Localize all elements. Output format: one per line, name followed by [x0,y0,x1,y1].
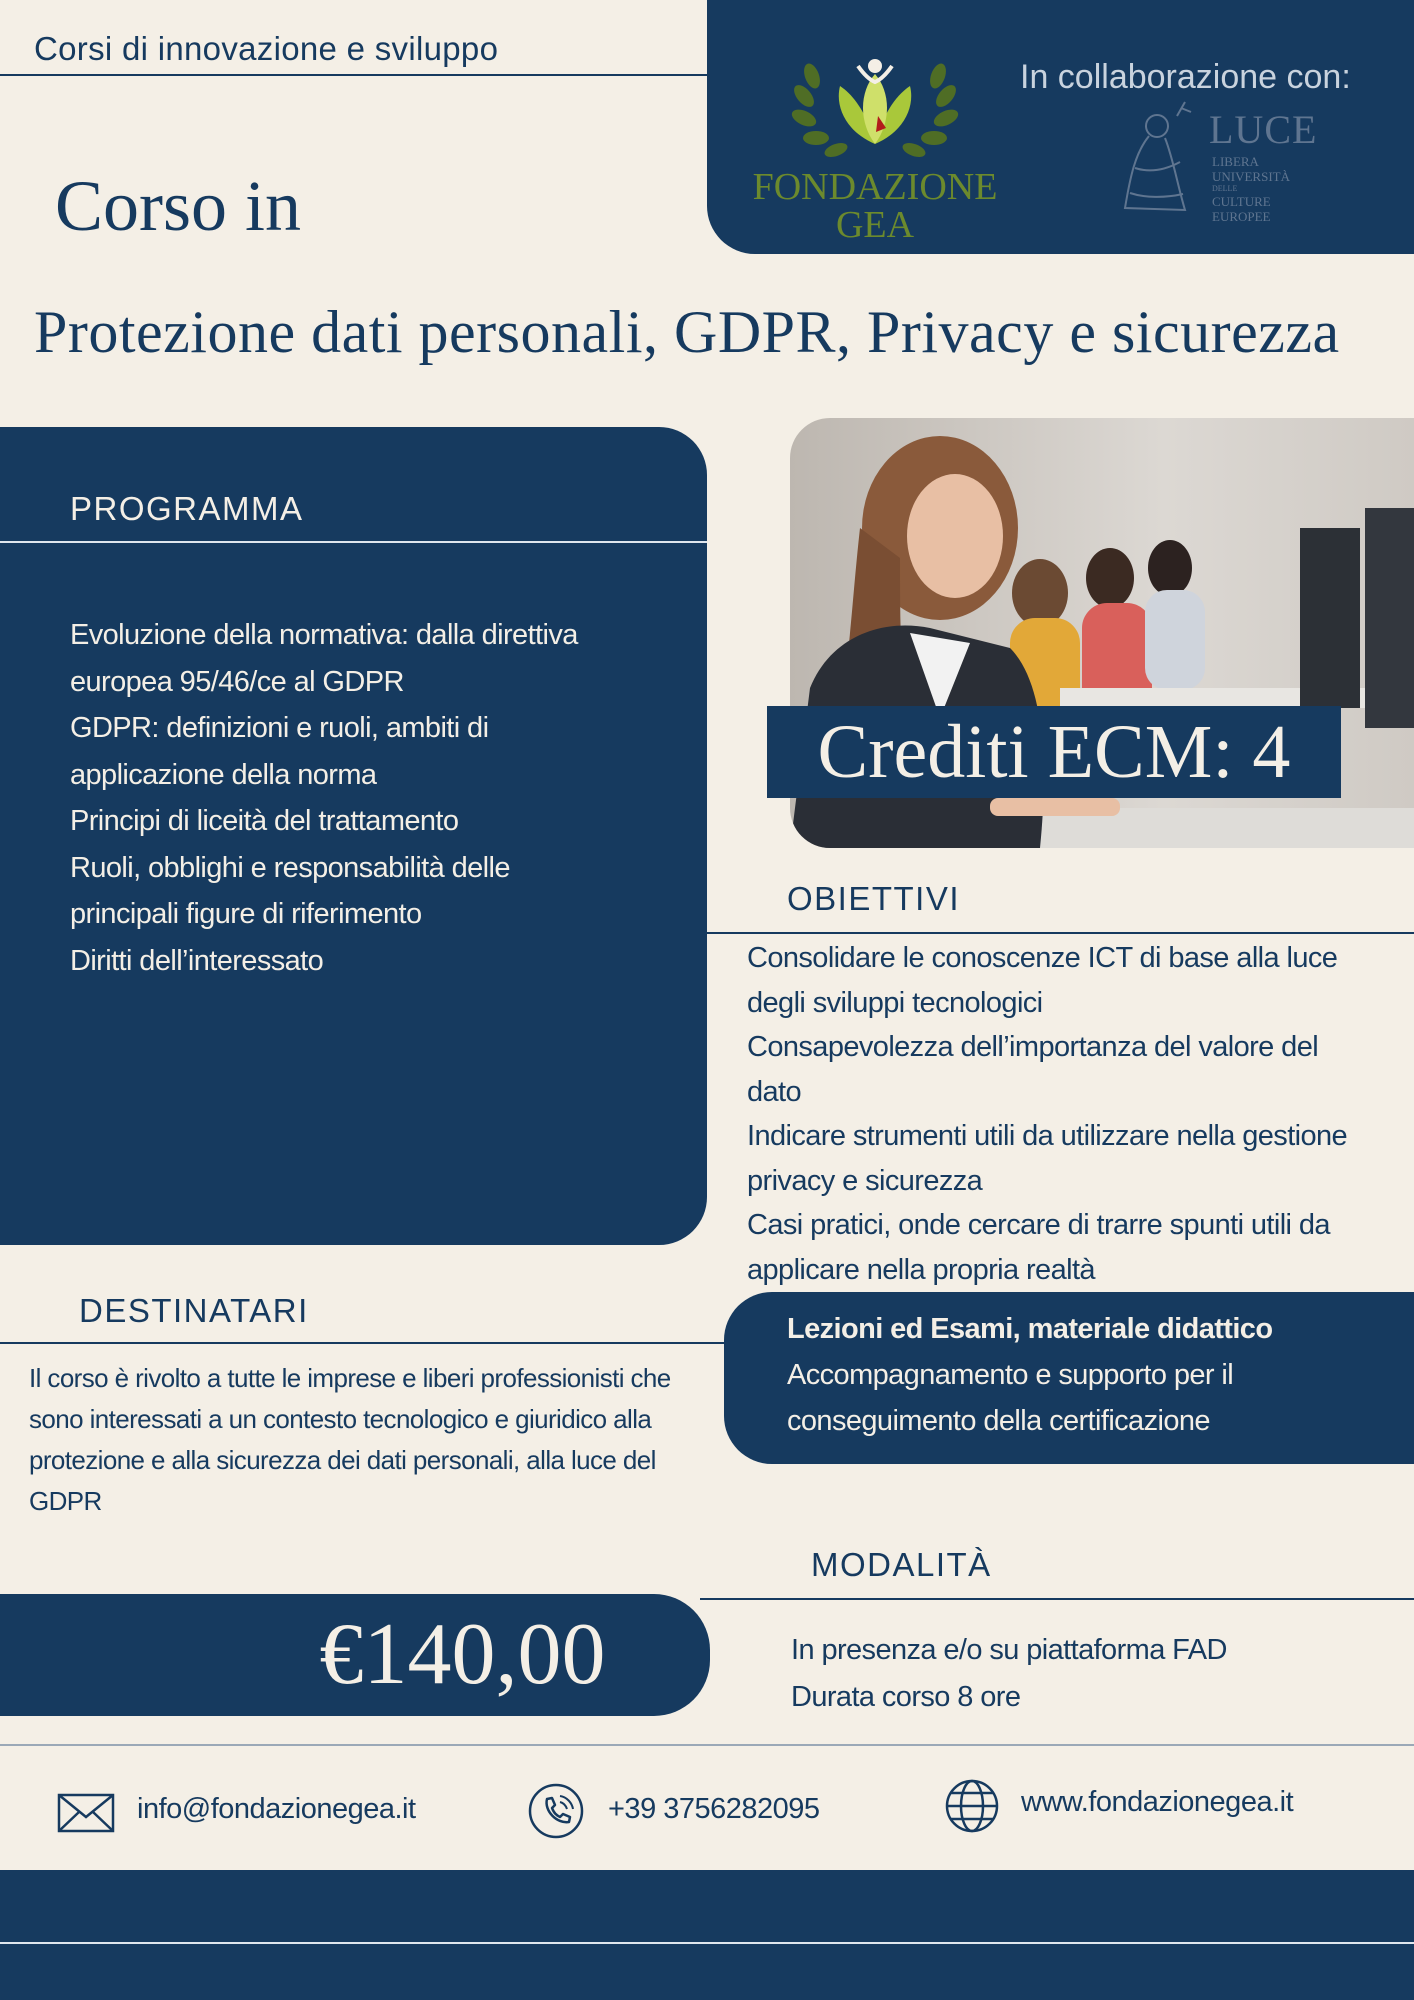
programma-line: principali figure di riferimento [70,898,422,930]
destinatari-divider [0,1342,724,1344]
gea-logo-text [740,168,1010,244]
destinatari-line: GDPR [29,1486,102,1516]
gea-logo-line1: FONDAZIONE [752,166,998,208]
obiettivi-line: Consolidare le conoscenze ICT di base alla luce [747,942,1338,974]
luce-sub-line: LIBERA [1212,154,1259,169]
modalita-text [791,1627,1227,1721]
series-label: Corsi di innovazione e sviluppo [34,30,499,67]
modalita-line: In presenza e/o su piattaforma FAD [791,1634,1227,1666]
lezioni-line: conseguimento della certificazione [787,1405,1210,1437]
programma-line: Diritti dell’interessato [70,944,324,977]
lezioni-bold-line: Lezioni ed Esami, materiale didattico [787,1313,1273,1345]
gea-logo-line2: GEA [835,204,915,246]
contacts-divider [0,1744,1414,1746]
header-divider [0,74,707,76]
obiettivi-line: Casi pratici, onde cercare di trarre spunti utili da [747,1209,1330,1241]
phone-icon [527,1782,585,1840]
footer-line [0,1942,1414,1944]
luce-figure-icon [1105,98,1205,223]
lezioni-line: Accompagnamento e supporto per il [787,1359,1234,1391]
modalita-line: Durata corso 8 ore [791,1681,1021,1713]
luce-sub-line: DELLE [1212,184,1238,193]
destinatari-text [29,1358,699,1522]
website-link[interactable]: www.fondazionegea.it [1021,1786,1294,1818]
phone-link[interactable]: +39 3756282095 [608,1793,820,1825]
programma-line: europea 95/46/ce al GDPR [70,665,404,698]
luce-sub-line: CULTURE [1212,194,1271,209]
email-link[interactable]: info@fondazionegea.it [137,1793,416,1825]
envelope-icon [57,1793,115,1833]
destinatari-line: sono interessati a un contesto tecnologico e giuridico alla [29,1404,652,1434]
globe-icon [944,1778,1000,1834]
destinatari-heading: DESTINATARI [79,1292,309,1329]
programma-line: Ruoli, obblighi e responsabilità delle [70,851,510,884]
luce-sub-line: EUROPEE [1212,209,1271,224]
obiettivi-list [747,936,1387,1292]
luce-logo-sub [1212,154,1290,224]
course-prefix: Corso in [55,166,302,246]
luce-logo-main: LUCE [1209,107,1318,152]
destinatari-line: Il corso è rivolto a tutte le imprese e liberi professionisti che [29,1363,671,1393]
footer-bar [0,1870,1414,2000]
fondazione-gea-logo [740,36,1010,246]
modalita-divider [700,1598,1414,1600]
luce-university-logo [1105,98,1335,228]
course-price: €140,00 [319,1606,606,1703]
course-title: Protezione dati personali, GDPR, Privacy e sicurezza [34,299,1340,365]
programma-list [70,612,630,984]
programma-heading: PROGRAMMA [70,490,304,527]
obiettivi-line: applicare nella propria realtà [747,1253,1095,1286]
programma-line: applicazione della norma [70,758,377,791]
programma-line: GDPR: definizioni e ruoli, ambiti di [70,712,489,744]
ecm-credits-banner: Crediti ECM: 4 [767,706,1341,798]
lotus-emblem-icon [740,36,1010,166]
collaboration-label: In collaborazione con: [1020,58,1351,96]
obiettivi-line: Indicare strumenti utili da utilizzare nella gestione [747,1120,1348,1152]
luce-sub-line: UNIVERSITÀ [1212,169,1290,184]
lezioni-text [787,1306,1387,1444]
obiettivi-divider [707,932,1414,934]
modalita-heading: MODALITÀ [811,1546,992,1583]
obiettivi-heading: OBIETTIVI [787,880,961,917]
programma-line: Principi di liceità del trattamento [70,805,459,837]
destinatari-line: protezione e alla sicurezza dei dati personali, alla luce del [29,1445,656,1475]
obiettivi-line: dato [747,1075,802,1108]
obiettivi-line: privacy e sicurezza [747,1164,983,1197]
programma-divider [0,541,707,543]
obiettivi-line: degli sviluppi tecnologici [747,986,1043,1019]
obiettivi-line: Consapevolezza dell’importanza del valore del [747,1031,1319,1063]
programma-line: Evoluzione della normativa: dalla direttiva [70,619,578,651]
